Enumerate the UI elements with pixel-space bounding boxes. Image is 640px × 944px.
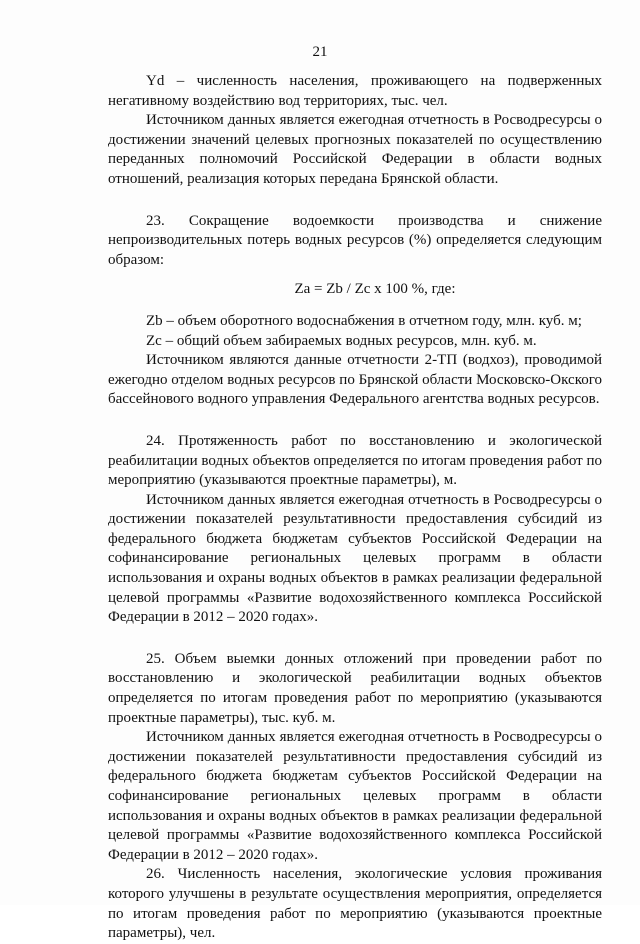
page-number: 21 bbox=[312, 44, 328, 60]
formula: Za = Zb / Zc x 100 %, где: bbox=[294, 281, 456, 298]
document-body bbox=[108, 72, 602, 944]
paragraph-source-item-24: Источником данных является ежегодная отчетность в Росводресурсы о достижении показателей результативности предоставления субсидий из федерального бюджета бюджетам субъектов Российской Федерации на софинансирование региональных целевых программ в области использования и охраны водных объектов в рамках реализации федеральной целевой программы «Развитие водохозяйственного комплекса Российской Федерации в 2012 – 2020 годах». bbox=[108, 491, 602, 626]
paragraph-yd-definition: Yd – численность населения, проживающего на подверженных негативному воздействию вод территориях, тыс. чел. bbox=[108, 73, 602, 109]
paragraph-item-23: 23. Сокращение водоемкости производства и снижение непроизводительных потерь водных ресурсов (%) определяется следующим образом: bbox=[108, 212, 602, 268]
paragraph-item-24: 24. Протяженность работ по восстановлению и экологической реабилитации водных объектов определяется по итогам проведения работ по мероприятию (указываются проектные параметры), м. bbox=[108, 432, 602, 489]
paragraph-source-item-25: Источником данных является ежегодная отчетность в Росводресурсы о достижении показателей результативности предоставления субсидий из федерального бюджета бюджетам субъектов Российской Федерации на софинансирование региональных целевых программ в области использования и охраны водных объектов в рамках реализации федеральной целевой программы «Развитие водохозяйственного комплекса Российской Федерации в 2012 – 2020 годах». bbox=[108, 729, 602, 863]
paragraph-zb-definition: Zb – объем оборотного водоснабжения в отчетном году, млн. куб. м; bbox=[146, 312, 582, 329]
paragraph-item-25: 25. Объем выемки донных отложений при проведении работ по восстановлению и экологической реабилитации водных объектов определяется по итогам проведения работ по мероприятию (указываются проектные параметры), тыс. куб. м. bbox=[108, 650, 602, 726]
paragraph-zc-definition: Zc – общий объем забираемых водных ресурсов, млн. куб. м. bbox=[146, 332, 537, 349]
paragraph-source-rosvodresursy: Источником данных является ежегодная отчетность в Росводресурсы о достижении значений целевых прогнозных показателей по осуществлению переданных полномочий Российской Федерации в области водных отношений, реализация которых передана Брянской области. bbox=[108, 112, 602, 187]
paragraph-item-26: 26. Численность населения, экологические условия проживания которого улучшены в результате осуществления мероприятия, определяется по итогам проведения работ по мероприятию (указываются проектные параметры), чел. bbox=[108, 866, 602, 942]
paragraph-source-2tp: Источником являются данные отчетности 2-ТП (водхоз), проводимой ежегодно отделом водных ресурсов по Брянской области Московско-Окского бассейнового водного управления Федерального агентства водных ресурсов. bbox=[108, 352, 602, 408]
